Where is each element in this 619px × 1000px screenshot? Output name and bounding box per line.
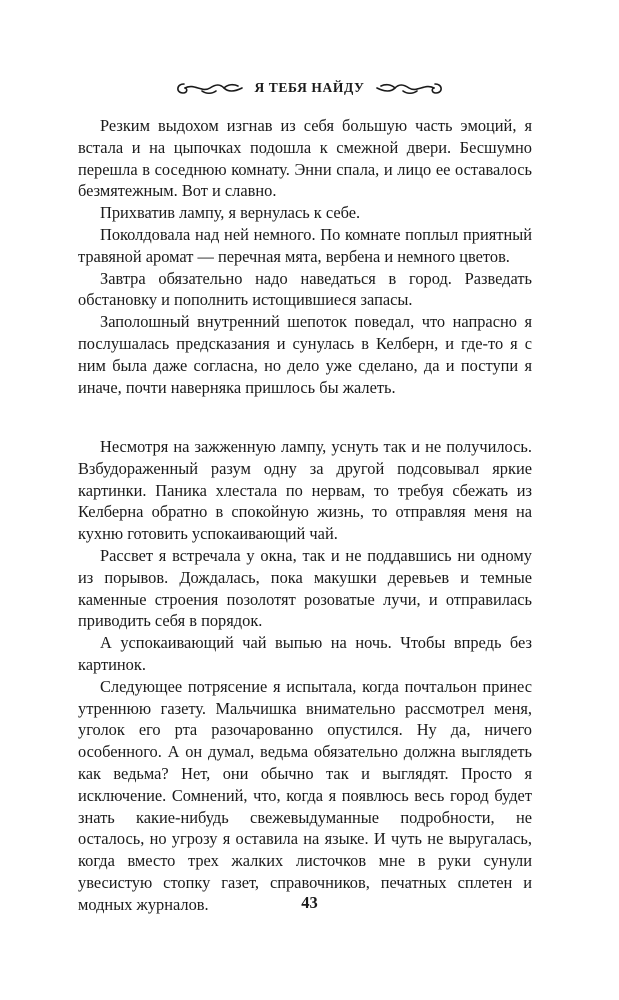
section-1 [78,115,532,398]
paragraph: Прихватив лампу, я вернулась к себе. [100,203,361,223]
paragraph: Завтра обязательно надо наведаться в город. Разведать обстановку и пополнить истощившиеся запасы. [78,268,532,310]
page-number: 43 [301,893,318,912]
paragraph: Резким выдохом изгнав из себя большую часть эмоций, я встала и на цыпочках подошла к смежной двери. Бесшумно перешла в соседнюю комнату. Энни спала, и лицо ее оставалось безмятежным. Вот и славно. [78,116,532,201]
flourish-right-icon [373,80,447,96]
running-header [0,76,619,100]
paragraph: А успокаивающий чай выпью на ночь. Чтобы впредь без картинок. [78,633,532,674]
paragraph: Заполошный внутренний шепоток поведал, что напрасно я послушалась предсказания и сунулась в Келберн, и где-то я с ним была даже согласна, но дело уже сделано, да и поступи я иначе, почти наверняка пришлось бы жалеть. [78,312,532,397]
paragraph: Следующее потрясение я испытала, когда почтальон принес утреннюю газету. Мальчишка внимательно рассмотрел меня, уголок его рта разочарованно опустился. Ну да, ничего особенного. А он думал, ведьма обязательно должна выглядеть как ведьма? Нет, они обычно так и выглядят. Просто я исключение. Сомнений, что, когда я появлюсь весь город будет знать какие-нибудь свежевыдуманные подробности, не осталось, но угрозу я оставила на языке. И чуть не выругалась, когда вместо трех жалких листочков мне в руки сунули увесистую стопку газет, справочников, печатных сплетен и модных журналов. [78,676,532,914]
running-title: Я ТЕБЯ НАЙДУ [254,80,365,95]
paragraph: Поколдовала над ней немного. По комнате поплыл приятный травяной аромат — перечная мята, вербена и немного цветов. [78,224,532,266]
paragraph: Несмотря на зажженную лампу, уснуть так и не получилось. Взбудораженный разум одну за другой подсовывал яркие картинки. Паника хлестала по нервам, то требуя сбежать из Келберна обратно в спокойную жизнь, то отправляя меня на кухню готовить успокаивающий чай. [78,437,532,544]
section-2 [78,436,532,916]
flourish-left-icon [172,80,246,96]
paragraph: Рассвет я встречала у окна, так и не поддавшись ни одному из порывов. Дождалась, пока макушки деревьев и темные каменные строения позолотят розоватые лучи, и отправилась приводить себя в порядок. [78,545,532,631]
